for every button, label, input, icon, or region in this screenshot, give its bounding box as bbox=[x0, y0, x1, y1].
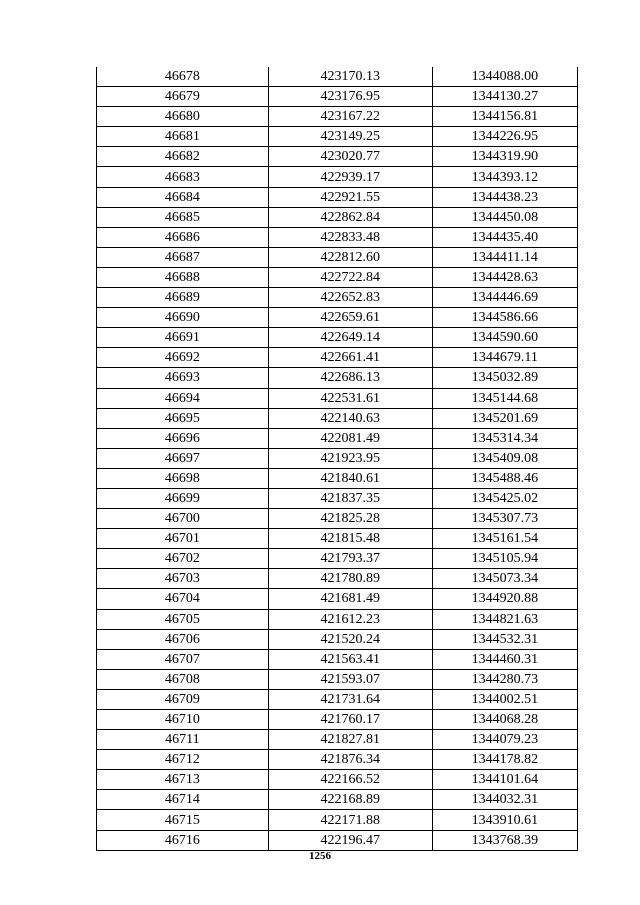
point-id-cell: 46695 bbox=[97, 408, 269, 428]
y-coordinate-cell: 1344435.40 bbox=[432, 227, 577, 247]
y-coordinate-cell: 1344156.81 bbox=[432, 107, 577, 127]
table-row bbox=[97, 147, 578, 167]
point-id-cell: 46696 bbox=[97, 428, 269, 448]
table-row bbox=[97, 247, 578, 267]
point-id-cell: 46693 bbox=[97, 368, 269, 388]
point-id-cell: 46689 bbox=[97, 288, 269, 308]
x-coordinate-cell: 421563.41 bbox=[268, 649, 432, 669]
table-row bbox=[97, 569, 578, 589]
y-coordinate-cell: 1344002.51 bbox=[432, 689, 577, 709]
x-coordinate-cell: 421681.49 bbox=[268, 589, 432, 609]
y-coordinate-cell: 1344532.31 bbox=[432, 629, 577, 649]
point-id-cell: 46710 bbox=[97, 710, 269, 730]
table-row bbox=[97, 549, 578, 569]
coordinates-table bbox=[96, 67, 578, 851]
x-coordinate-cell: 422171.88 bbox=[268, 810, 432, 830]
x-coordinate-cell: 423149.25 bbox=[268, 127, 432, 147]
table-row bbox=[97, 127, 578, 147]
x-coordinate-cell: 422659.61 bbox=[268, 308, 432, 328]
y-coordinate-cell: 1345161.54 bbox=[432, 529, 577, 549]
table-row bbox=[97, 750, 578, 770]
x-coordinate-cell: 422531.61 bbox=[268, 388, 432, 408]
point-id-cell: 46706 bbox=[97, 629, 269, 649]
y-coordinate-cell: 1345073.34 bbox=[432, 569, 577, 589]
table-row bbox=[97, 710, 578, 730]
point-id-cell: 46702 bbox=[97, 549, 269, 569]
table-row bbox=[97, 388, 578, 408]
y-coordinate-cell: 1344428.63 bbox=[432, 267, 577, 287]
x-coordinate-cell: 421731.64 bbox=[268, 689, 432, 709]
table-row bbox=[97, 267, 578, 287]
x-coordinate-cell: 422166.52 bbox=[268, 770, 432, 790]
table-row bbox=[97, 167, 578, 187]
table-row bbox=[97, 207, 578, 227]
point-id-cell: 46705 bbox=[97, 609, 269, 629]
y-coordinate-cell: 1345201.69 bbox=[432, 408, 577, 428]
point-id-cell: 46697 bbox=[97, 448, 269, 468]
table-row bbox=[97, 589, 578, 609]
x-coordinate-cell: 421760.17 bbox=[268, 710, 432, 730]
y-coordinate-cell: 1344438.23 bbox=[432, 187, 577, 207]
y-coordinate-cell: 1344590.60 bbox=[432, 328, 577, 348]
x-coordinate-cell: 423167.22 bbox=[268, 107, 432, 127]
point-id-cell: 46679 bbox=[97, 87, 269, 107]
y-coordinate-cell: 1344460.31 bbox=[432, 649, 577, 669]
x-coordinate-cell: 421593.07 bbox=[268, 669, 432, 689]
x-coordinate-cell: 422812.60 bbox=[268, 247, 432, 267]
point-id-cell: 46683 bbox=[97, 167, 269, 187]
point-id-cell: 46685 bbox=[97, 207, 269, 227]
x-coordinate-cell: 421837.35 bbox=[268, 488, 432, 508]
y-coordinate-cell: 1344068.28 bbox=[432, 710, 577, 730]
x-coordinate-cell: 422939.17 bbox=[268, 167, 432, 187]
x-coordinate-cell: 421825.28 bbox=[268, 509, 432, 529]
x-coordinate-cell: 421612.23 bbox=[268, 609, 432, 629]
x-coordinate-cell: 421923.95 bbox=[268, 448, 432, 468]
y-coordinate-cell: 1344079.23 bbox=[432, 730, 577, 750]
table-row bbox=[97, 790, 578, 810]
y-coordinate-cell: 1345105.94 bbox=[432, 549, 577, 569]
point-id-cell: 46700 bbox=[97, 509, 269, 529]
x-coordinate-cell: 421815.48 bbox=[268, 529, 432, 549]
y-coordinate-cell: 1344130.27 bbox=[432, 87, 577, 107]
point-id-cell: 46713 bbox=[97, 770, 269, 790]
x-coordinate-cell: 421827.81 bbox=[268, 730, 432, 750]
y-coordinate-cell: 1345032.89 bbox=[432, 368, 577, 388]
x-coordinate-cell: 422862.84 bbox=[268, 207, 432, 227]
x-coordinate-cell: 423176.95 bbox=[268, 87, 432, 107]
x-coordinate-cell: 422140.63 bbox=[268, 408, 432, 428]
point-id-cell: 46680 bbox=[97, 107, 269, 127]
table-row bbox=[97, 348, 578, 368]
x-coordinate-cell: 421520.24 bbox=[268, 629, 432, 649]
y-coordinate-cell: 1345307.73 bbox=[432, 509, 577, 529]
point-id-cell: 46678 bbox=[97, 67, 269, 87]
table-row bbox=[97, 509, 578, 529]
point-id-cell: 46704 bbox=[97, 589, 269, 609]
table-row bbox=[97, 328, 578, 348]
point-id-cell: 46716 bbox=[97, 830, 269, 850]
y-coordinate-cell: 1345314.34 bbox=[432, 428, 577, 448]
table-row bbox=[97, 408, 578, 428]
point-id-cell: 46698 bbox=[97, 468, 269, 488]
y-coordinate-cell: 1343768.39 bbox=[432, 830, 577, 850]
y-coordinate-cell: 1344088.00 bbox=[432, 67, 577, 87]
x-coordinate-cell: 422686.13 bbox=[268, 368, 432, 388]
point-id-cell: 46687 bbox=[97, 247, 269, 267]
table-row bbox=[97, 488, 578, 508]
x-coordinate-cell: 421780.89 bbox=[268, 569, 432, 589]
point-id-cell: 46709 bbox=[97, 689, 269, 709]
y-coordinate-cell: 1344280.73 bbox=[432, 669, 577, 689]
point-id-cell: 46714 bbox=[97, 790, 269, 810]
table-row bbox=[97, 649, 578, 669]
table-row bbox=[97, 288, 578, 308]
x-coordinate-cell: 421876.34 bbox=[268, 750, 432, 770]
x-coordinate-cell: 422649.14 bbox=[268, 328, 432, 348]
table-row bbox=[97, 609, 578, 629]
y-coordinate-cell: 1344101.64 bbox=[432, 770, 577, 790]
x-coordinate-cell: 422081.49 bbox=[268, 428, 432, 448]
point-id-cell: 46694 bbox=[97, 388, 269, 408]
table-row bbox=[97, 669, 578, 689]
y-coordinate-cell: 1344226.95 bbox=[432, 127, 577, 147]
table-row bbox=[97, 730, 578, 750]
y-coordinate-cell: 1345488.46 bbox=[432, 468, 577, 488]
point-id-cell: 46690 bbox=[97, 308, 269, 328]
point-id-cell: 46682 bbox=[97, 147, 269, 167]
x-coordinate-cell: 421840.61 bbox=[268, 468, 432, 488]
point-id-cell: 46703 bbox=[97, 569, 269, 589]
table-row bbox=[97, 448, 578, 468]
page-number: 1256 bbox=[309, 850, 331, 862]
table-row bbox=[97, 689, 578, 709]
table-row bbox=[97, 810, 578, 830]
table-row bbox=[97, 227, 578, 247]
y-coordinate-cell: 1344920.88 bbox=[432, 589, 577, 609]
y-coordinate-cell: 1344319.90 bbox=[432, 147, 577, 167]
y-coordinate-cell: 1344178.82 bbox=[432, 750, 577, 770]
y-coordinate-cell: 1345425.02 bbox=[432, 488, 577, 508]
x-coordinate-cell: 422661.41 bbox=[268, 348, 432, 368]
x-coordinate-cell: 422196.47 bbox=[268, 830, 432, 850]
table-row bbox=[97, 428, 578, 448]
x-coordinate-cell: 422833.48 bbox=[268, 227, 432, 247]
y-coordinate-cell: 1344393.12 bbox=[432, 167, 577, 187]
point-id-cell: 46701 bbox=[97, 529, 269, 549]
table-row bbox=[97, 107, 578, 127]
point-id-cell: 46691 bbox=[97, 328, 269, 348]
y-coordinate-cell: 1343910.61 bbox=[432, 810, 577, 830]
point-id-cell: 46699 bbox=[97, 488, 269, 508]
point-id-cell: 46712 bbox=[97, 750, 269, 770]
point-id-cell: 46688 bbox=[97, 267, 269, 287]
x-coordinate-cell: 422921.55 bbox=[268, 187, 432, 207]
table-row bbox=[97, 629, 578, 649]
y-coordinate-cell: 1344446.69 bbox=[432, 288, 577, 308]
y-coordinate-cell: 1344411.14 bbox=[432, 247, 577, 267]
point-id-cell: 46708 bbox=[97, 669, 269, 689]
point-id-cell: 46686 bbox=[97, 227, 269, 247]
table-row bbox=[97, 468, 578, 488]
x-coordinate-cell: 422652.83 bbox=[268, 288, 432, 308]
coordinates-table-body bbox=[97, 67, 578, 850]
y-coordinate-cell: 1345144.68 bbox=[432, 388, 577, 408]
table-row bbox=[97, 187, 578, 207]
table-row bbox=[97, 368, 578, 388]
x-coordinate-cell: 422722.84 bbox=[268, 267, 432, 287]
point-id-cell: 46681 bbox=[97, 127, 269, 147]
point-id-cell: 46684 bbox=[97, 187, 269, 207]
point-id-cell: 46692 bbox=[97, 348, 269, 368]
y-coordinate-cell: 1345409.08 bbox=[432, 448, 577, 468]
x-coordinate-cell: 423020.77 bbox=[268, 147, 432, 167]
table-row bbox=[97, 830, 578, 850]
x-coordinate-cell: 423170.13 bbox=[268, 67, 432, 87]
table-row bbox=[97, 529, 578, 549]
table-row bbox=[97, 87, 578, 107]
x-coordinate-cell: 422168.89 bbox=[268, 790, 432, 810]
y-coordinate-cell: 1344450.08 bbox=[432, 207, 577, 227]
table-row bbox=[97, 770, 578, 790]
point-id-cell: 46707 bbox=[97, 649, 269, 669]
y-coordinate-cell: 1344032.31 bbox=[432, 790, 577, 810]
y-coordinate-cell: 1344586.66 bbox=[432, 308, 577, 328]
y-coordinate-cell: 1344821.63 bbox=[432, 609, 577, 629]
x-coordinate-cell: 421793.37 bbox=[268, 549, 432, 569]
table-row bbox=[97, 308, 578, 328]
y-coordinate-cell: 1344679.11 bbox=[432, 348, 577, 368]
point-id-cell: 46711 bbox=[97, 730, 269, 750]
table-row bbox=[97, 67, 578, 87]
point-id-cell: 46715 bbox=[97, 810, 269, 830]
